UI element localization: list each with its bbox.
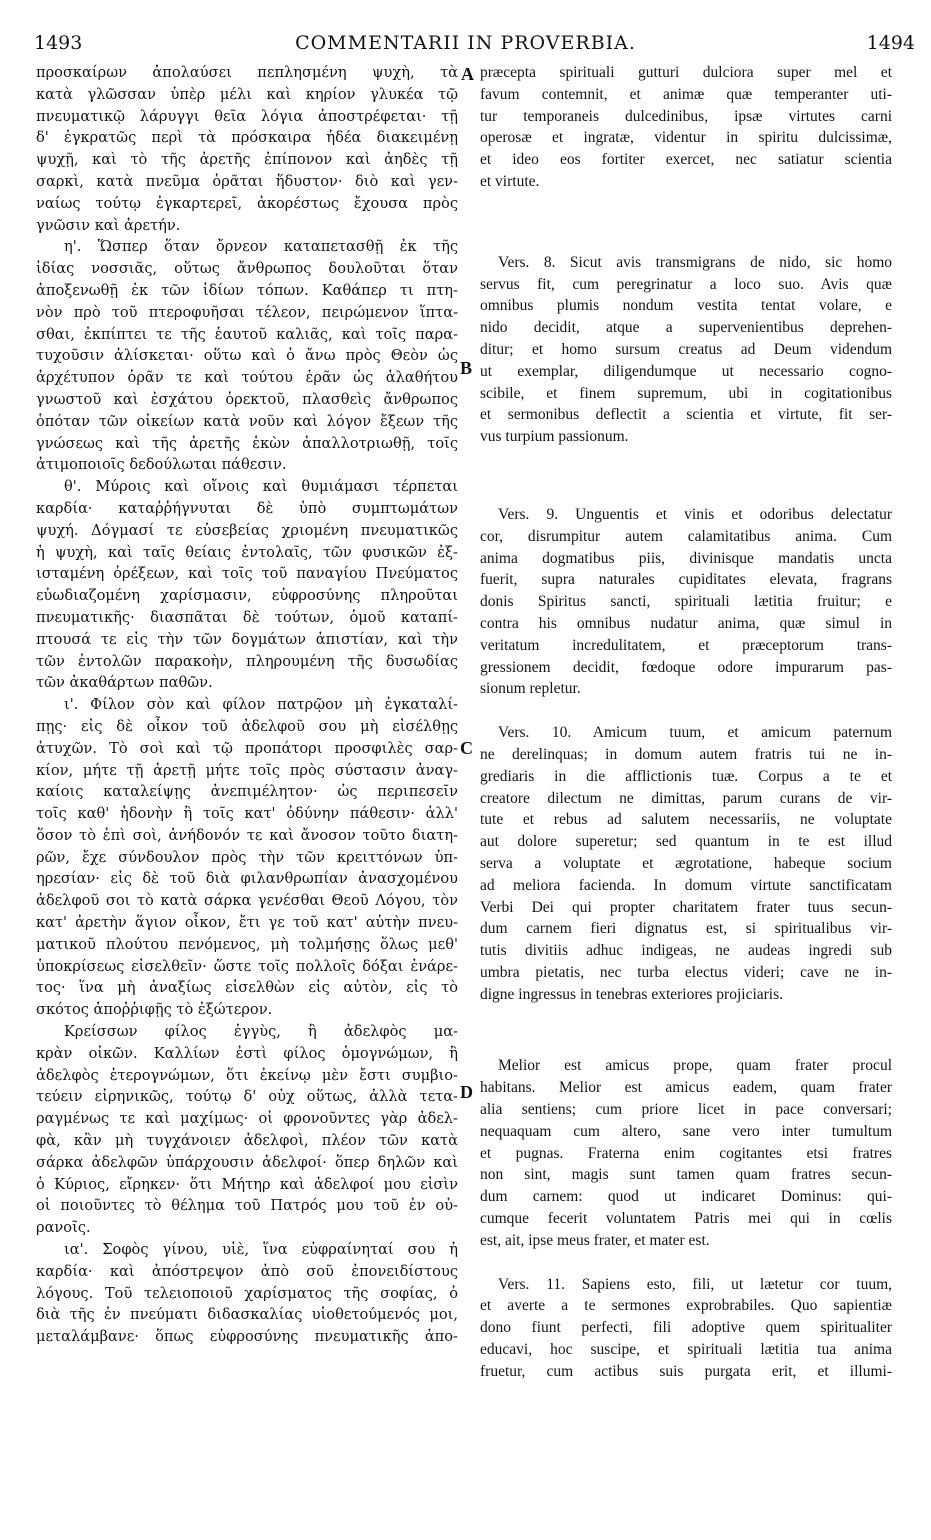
latin-line: dono fiunt perfecti, fili adoptive quem spiritualiter (480, 1319, 892, 1337)
latin-line: creatore dilectum ne dimittas, parum curans de vir- (480, 789, 892, 807)
greek-line: πνευματικῷ λάρυγγι θεῖα λόγια ἀποστρέφεται· τῇ (36, 107, 458, 125)
greek-line: Κρείσσων φίλος ἐγγὺς, ἢ ἀδελφὸς μα- (64, 1023, 458, 1041)
latin-line: ne derelinquas; in domum autem fratris tui ne in- (480, 745, 892, 763)
running-title: COMMENTARII IN PROVERBIA. (295, 32, 636, 54)
greek-line: ι'. Φίλον σὸν καὶ φίλον πατρῷον μὴ ἐγκαταλί- (64, 696, 458, 714)
greek-line: ὁ Κύριος, εἴρηκεν· ὅτι Μήτηρ καὶ ἀδελφοί μου εἰσὶν (36, 1175, 458, 1193)
latin-line: contra his omnibus nudatur anima, quæ simul in (480, 614, 892, 632)
latin-line: scibile, et finem supremum, ubi in cogitationibus (480, 384, 892, 402)
greek-line: δ' ἐγκρατῶς περὶ τὰ πρόσκαιρα ἡδέα διακειμένῃ (36, 129, 458, 147)
greek-line: κίον, μήτε τῇ ἀρετῇ μήτε τοῖς πρὸς σύστασιν ἀναγ- (36, 761, 458, 779)
greek-column (36, 62, 458, 1348)
latin-line: anima dogmatibus piis, divinisque mandatis uncta (480, 549, 892, 567)
greek-line: ἀδελφὸς ἑτερογνώμων, ὅτι ἐκείνῳ μὲν ἔστι συμβιο- (36, 1066, 458, 1084)
greek-line: πνευματικῆς· διασπᾶται δὲ τούτων, ὁμοῦ καταπί- (36, 608, 458, 626)
greek-line: καρδία· καὶ ἀπόστρεψον ἀπὸ σοῦ ἐπονειδίστους (36, 1262, 458, 1280)
greek-line: σάρκα ἀδελφῶν ὑπάρχουσιν ἀδελφοί· ὅπερ δηλῶν καὶ (36, 1153, 458, 1171)
greek-line: γνωστοῦ καὶ ἐσχάτου ὀρεκτοῦ, πλασθεὶς ἄνθρωπος (36, 390, 458, 408)
greek-line: διὰ τῆς ἐν πνεύματι διδασκαλίας υἱοθετούμενός μοι, (36, 1306, 458, 1324)
latin-column (480, 62, 892, 1383)
greek-line: τεύειν εἰρηνικῶς, τούτῳ δ' οὐχ οὕτως, ἀλλὰ τετα- (36, 1088, 458, 1106)
latin-line: favum contemnit, et animæ quæ temperanter uti- (480, 85, 892, 103)
latin-line: umbra pietatis, nec turba electus videri; cave ne in- (480, 963, 892, 981)
greek-line: πῃς· εἰς δὲ οἶκον τοῦ ἀδελφοῦ σου μὴ εἰσέλθῃς (36, 717, 458, 735)
greek-line: κρὰν οἰκῶν. Καλλίων ἐστὶ φίλος ὁμογνώμων, ἢ (36, 1044, 458, 1062)
greek-line: οἱ ποιοῦντες τὸ θέλημα τοῦ Πατρός μου τοῦ ἐν οὐ- (36, 1197, 458, 1215)
latin-line: servus fit, cum peregrinatur a loco suo. Avis quæ (480, 275, 892, 293)
margin-letter-b: B (460, 358, 473, 378)
page-number-left: 1493 (34, 32, 83, 54)
latin-line: donis Spiritus sancti, spirituali lætitia fruitur; e (480, 593, 892, 611)
latin-line: tute et rebus ad salutem necessariis, ne voluptate (480, 811, 892, 829)
greek-line: κατ' ἀρετὴν ἅγιον οἶκον, ἔτι γε τοῦ κατ' αὐτὴν πνευ- (36, 914, 458, 932)
greek-line: λόγους. Τοῦ τελειοποιοῦ χαρίσματος τῆς σοφίας, ὁ (36, 1284, 458, 1302)
greek-line: ἀρχέτυπον ὁρᾶν τε καὶ τούτου ἐρᾶν ὡς ἀλαθήτου (36, 369, 458, 387)
latin-line: fuerit, supra naturales cupiditates elevata, fragrans (480, 571, 892, 589)
latin-line: fruetur, cum actibus suis purgata erit, et illumi- (480, 1362, 892, 1380)
greek-line: ια'. Σοφὸς γίνου, υἱὲ, ἵνα εὐφραίνηταί σου ἡ (64, 1241, 458, 1259)
latin-line: grediaris in die afflictionis tuæ. Corpus a te et (480, 767, 892, 785)
latin-line: est, ait, ipse meus frater, et mater est. (480, 1231, 710, 1249)
latin-line: præcepta spirituali gutturi dulciora super mel et (480, 64, 892, 81)
latin-line: et averte a te sermones exprobrabiles. Quo sapientiæ (480, 1297, 892, 1315)
greek-line: ματικοῦ πλούτου πενόμενος, μὴ τολμήσῃς ὅλως μεθ' (36, 935, 458, 953)
greek-line: ρῶν, ἔχε σύνδουλον πρὸς τὴν τῶν κρειττόνων ὑπ- (36, 848, 458, 866)
greek-line: τῶν ἀκαθάρτων παθῶν. (36, 674, 213, 692)
greek-line: ψυχή. Δόγμασί τε εὐσεβείας χριομένη πνευματικῶς (36, 521, 458, 539)
latin-line: ad meliora facienda. In domum virtute sanctificatam (480, 876, 892, 894)
greek-line: τος· ἵνα μὴ ἀναξίως εἰσελθὼν εἰς αὐτὸν, εἰς τὸ (36, 979, 458, 997)
greek-line: ὁπόταν τῶν οἰκείων κατὰ νοῦν καὶ λόγον ἔξεων τῆς (36, 412, 458, 430)
latin-line: serva a voluptate et ægrotatione, habeque socium (480, 854, 892, 872)
latin-line: et virtute. (480, 172, 540, 190)
latin-line: digne ingressus in tenebras exteriores projiciaris. (480, 985, 784, 1003)
latin-line: et ideo eos fortiter exercet, nec satiatur scientia (480, 151, 892, 169)
latin-line: sionum repletur. (480, 680, 581, 698)
latin-line: tur temporaneis dulcedinibus, ipsæ virtutes carni (480, 107, 892, 125)
latin-line: operosæ et ingratæ, videntur in spiritu dulcissimæ, (480, 129, 892, 147)
greek-line: ὅσον τὸ ἐπὶ σοὶ, ἀνήδονόν τε καὶ ἄνοσον τοῦτο διατη- (36, 826, 458, 844)
latin-line: Melior est amicus prope, quam frater procul (498, 1057, 892, 1075)
greek-line: ναίως τούτῳ ἐγκαρτερεῖ, ἀκορέστως ἔχουσα πρὸς (36, 194, 458, 212)
latin-line: cumque fecerit voluntatem Patris mei qui in cœlis (480, 1210, 892, 1228)
latin-line: Vers. 11. Sapiens esto, fili, ut lætetur cor tuum, (498, 1275, 892, 1293)
greek-line: πτουσά τε εἰς τὴν τῶν δογμάτων ἀπιστίαν, καὶ τὴν (36, 630, 458, 648)
greek-line: ηρεσίαν· εἰς δὲ τοῦ διὰ φιλανθρωπίαν ἀνασχομένου (36, 870, 458, 888)
latin-line: veritatum incredulitatem, et præceptorum trans- (480, 636, 892, 654)
latin-line: Vers. 8. Sicut avis transmigrans de nido, sic homo (498, 253, 892, 271)
greek-line: ἀδελφοῦ σοι τὸ κατὰ σάρκα γενέσθαι Θεοῦ Λόγου, τὸν (36, 892, 458, 910)
greek-line: σθαι, ἐκπίπτει τε τῆς ἑαυτοῦ καλιᾶς, καὶ τοῖς παρα- (36, 325, 458, 343)
greek-line: ἰδίας νοσσιᾶς, οὕτως ἄνθρωπος δουλοῦται ὅταν (36, 260, 458, 278)
greek-line: θ'. Μύροις καὶ οἴνοις καὶ θυμιάμασι τέρπεται (64, 478, 458, 496)
greek-line: νὸν πρὸ τοῦ πτεροφυῆσαι τέλεον, πειρώμενον ἵπτα- (36, 303, 458, 321)
latin-line: non sint, magis sunt tamen quam fratres secun- (480, 1166, 892, 1184)
greek-line: ἀποξενωθῇ ἐκ τῶν ἰδίων τόπων. Καθάπερ τι πτη- (36, 281, 458, 299)
latin-line: Vers. 10. Amicum tuum, et amicum paternum (498, 724, 892, 742)
greek-line: τοῖς καθ' ἡδονὴν ἢ τοῖς κατ' ὀδύνην πάθεσιν· ἀλλ' (36, 805, 458, 823)
latin-line: dum carnem: quod ut indicaret Dominus: qui- (480, 1188, 892, 1206)
latin-line: vus turpium passionum. (480, 428, 629, 446)
latin-line: habitans. Melior est amicus eadem, quam frater (480, 1079, 892, 1097)
greek-line: σκότος ἀποῤῥιφῇς τὸ ἐξώτερον. (36, 1001, 273, 1019)
greek-line: ἡ ψυχὴ, καὶ ταῖς θείαις ἐντολαῖς, τῶν φυσικῶν ἐξ- (36, 543, 458, 561)
latin-line: dum carnem fieri dignatus est, si spiritualibus vir- (480, 920, 892, 938)
latin-line: cor, disrumpitur autem calamitatibus anima. Cum (480, 527, 892, 545)
latin-line: alia sentiens; cum priore licet in pace conversari; (480, 1101, 892, 1119)
greek-line: καρδία· καταῤῥήγνυται δὲ ὑπὸ συμπτωμάτων (36, 499, 458, 517)
latin-line: omnibus plumis nondum vestita tentat volare, e (480, 297, 892, 315)
margin-letter-d: D (460, 1082, 473, 1102)
greek-line: φὰ, κἂν μὴ τυγχάνοιεν ἀδελφοὶ, πλέον τῶν κατὰ (36, 1132, 458, 1150)
greek-line: ραγμένως τε καὶ μαχίμως· οἱ φρονοῦντες γὰρ ἀδελ- (36, 1110, 458, 1128)
margin-letter-c: C (460, 738, 473, 758)
latin-line: ditur; et homo sursum creatus ad Deum videndum (480, 340, 892, 358)
greek-line: προσκαίρων ἀπολαύσει πεπλησμένη ψυχὴ, τὰ (36, 64, 458, 81)
latin-line: nequaquam cum altero, sane vero inter tumultum (480, 1122, 892, 1140)
greek-line: κατὰ γλῶσσαν ὑπὲρ μέλι καὶ κηρίον γλυκέα τῷ (36, 85, 458, 103)
latin-line: tutis divitiis adhuc indigeas, ne audeas ingredi sub (480, 942, 892, 960)
greek-line: σαρκὶ, κατὰ πνεῦμα ὁρᾶται ἥδυστον· διὸ καὶ γεν- (36, 172, 458, 190)
latin-line: Vers. 9. Unguentis et vinis et odoribus delectatur (498, 505, 892, 523)
page-header (0, 32, 931, 62)
greek-line: ὑποκρίσεως εἰσελθεῖν· ὥστε τοῖς πολλοῖς δόξαι ἐνάρε- (36, 957, 458, 975)
greek-line: καίοις καταλείψῃς ἀνεπιμέλητον· ὡς περιπεσεῖν (36, 783, 458, 801)
greek-line: ψυχῇ, καὶ τὸ τῆς ἀρετῆς ἐπίπονον καὶ ἀηδὲς τῇ (36, 151, 458, 169)
greek-line: ἀτυχῶν. Τὸ σοὶ καὶ τῷ προπάτορι προσφιλὲς σαρ- (36, 739, 458, 757)
latin-line: ut exemplar, diligendumque ut necessario cogno- (480, 362, 892, 380)
latin-line: aut dolore superetur; sed quantum in te est illud (480, 833, 892, 851)
latin-line: gressionem decidit, fœdoque odore impurarum pas- (480, 658, 892, 676)
greek-line: ρανοῖς. (36, 1219, 91, 1237)
greek-line: γνῶσιν καὶ ἀρετήν. (36, 216, 181, 234)
page-number-right: 1494 (866, 32, 915, 54)
latin-line: et sermonibus deflectit a scientia et virtute, fit ser- (480, 406, 892, 424)
greek-line: τυχοῦσιν ἁλίσκεται· οὕτω καὶ ὁ ἄνω πρὸς Θεὸν ὡς (36, 347, 458, 365)
greek-line: γνώσεως καὶ τῆς ἀρετῆς ἑκὼν ἀπαλλοτριωθῇ, τοῖς (36, 434, 458, 452)
greek-line: εὐωδιαζομένη χαρίσμασιν, εὐφροσύνης πληροῦται (36, 587, 458, 605)
greek-line: μεταλάμβανε· ὅπως εὐφροσύνης πνευματικῆς ἀπο- (36, 1328, 458, 1346)
greek-line: ισταμένη ὀρέξεων, καὶ τοῖς τοῦ παναγίου Πνεύματος (36, 565, 458, 583)
greek-line: η'. Ὥσπερ ὅταν ὄρνεον καταπετασθῇ ἐκ τῆς (64, 238, 458, 256)
greek-line: τῶν ἐντολῶν παρακοὴν, πληρουμένη τῆς δυσωδίας (36, 652, 458, 670)
latin-line: nido decidit, atque a supervenientibus deprehen- (480, 319, 892, 337)
latin-line: et pugnas. Fraterna enim cogitantes etsi fratres (480, 1144, 892, 1162)
latin-line: Verbi Dei qui propter charitatem frater tuus secun- (480, 898, 892, 916)
greek-line: ἀτιμοποιοῖς δεδούλωται πάθεσιν. (36, 456, 287, 474)
latin-line: educavi, hoc suscipe, et spirituali lætitia tua anima (480, 1341, 892, 1359)
margin-letter-a: A (461, 64, 474, 84)
